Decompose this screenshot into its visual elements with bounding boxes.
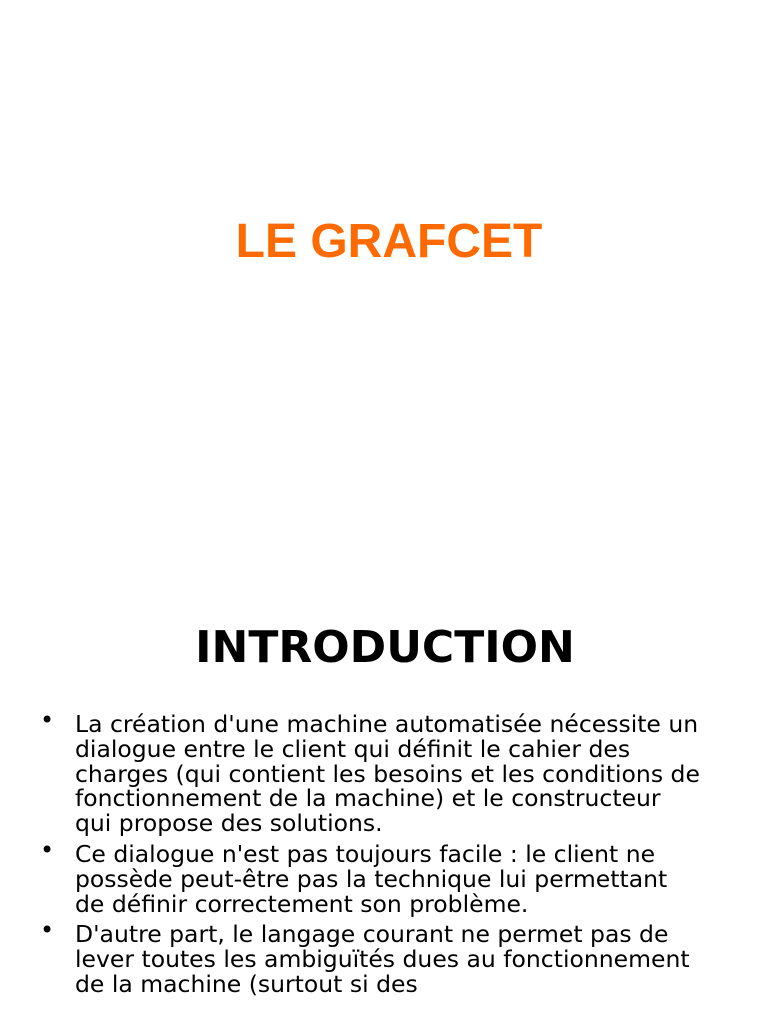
bullet-item [40, 706, 700, 838]
bullet-item [40, 835, 700, 918]
bullet-text: D'autre part, le langage courant ne permet pas de lever toutes les ambiguïtés dues au fonctionnement de la machine (surtout si des [75, 920, 690, 998]
bullet-item [40, 916, 700, 998]
bullet-icon: • [40, 706, 55, 734]
bullet-icon: • [40, 835, 55, 864]
bullet-icon: • [40, 916, 55, 945]
introduction-slide [0, 576, 768, 1024]
slide-title: INTRODUCTION [195, 622, 575, 673]
bullet-text: Ce dialogue n'est pas toujours facile : le client ne possède peut-être pas la technique lui permettant de définir correctement son problème. [75, 839, 668, 918]
presentation-title: LE GRAFCET [235, 215, 543, 268]
bullet-text: La création d'une machine automatisée nécessite un dialogue entre le client qui définit le cahier des charges (qui contient les besoins et les conditions de fonctionnement de la machine) et le constructeur qui propose des solutions. [75, 710, 700, 838]
bullet-list [40, 706, 700, 1003]
